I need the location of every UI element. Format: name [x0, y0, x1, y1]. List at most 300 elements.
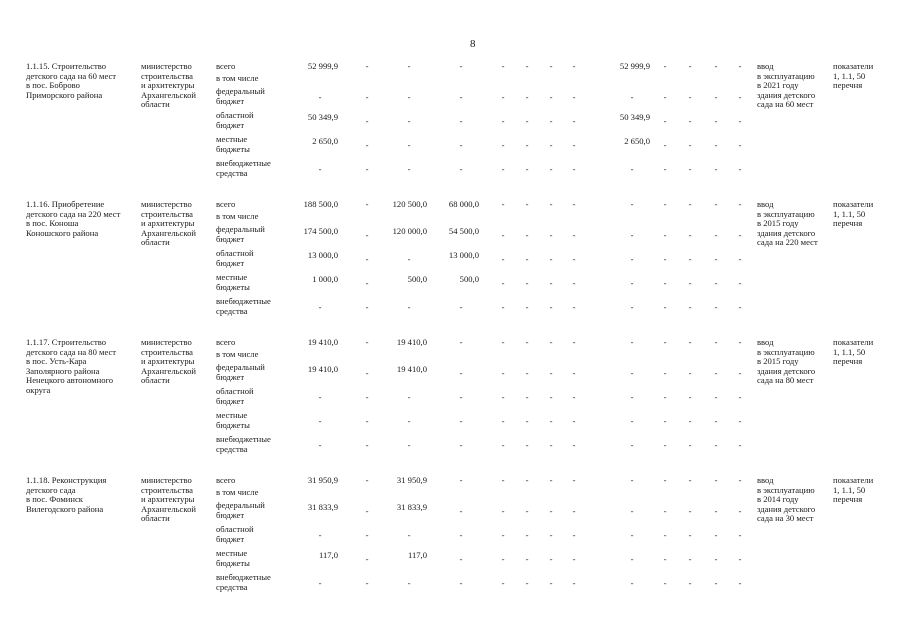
funding-source: федеральный бюджет	[216, 362, 265, 382]
empty-value: -	[501, 230, 505, 240]
empty-value: -	[663, 440, 667, 450]
empty-value: -	[549, 368, 553, 378]
empty-value: -	[549, 302, 553, 312]
amount-value: 52 999,9	[619, 61, 650, 71]
empty-value: -	[365, 475, 369, 485]
empty-value: -	[663, 578, 667, 588]
empty-value: -	[738, 578, 742, 588]
empty-value: -	[407, 578, 411, 588]
funding-source: местные бюджеты	[216, 272, 250, 292]
empty-value: -	[365, 164, 369, 174]
empty-value: -	[714, 254, 718, 264]
empty-value: -	[459, 578, 463, 588]
empty-value: -	[549, 278, 553, 288]
empty-value: -	[525, 506, 529, 516]
expected-result: ввод в эксплуатацию в 2021 году здания детского сада на 60 мест	[757, 61, 816, 110]
expected-result: ввод в эксплуатацию в 2015 году здания детского сада на 80 мест	[757, 337, 816, 386]
empty-value: -	[549, 230, 553, 240]
empty-value: -	[738, 116, 742, 126]
empty-value: -	[459, 530, 463, 540]
indicator-ref: показатели 1, 1.1, 50 перечня	[833, 61, 874, 91]
empty-value: -	[663, 368, 667, 378]
empty-value: -	[572, 392, 576, 402]
empty-value: -	[630, 199, 634, 209]
empty-value: -	[688, 199, 692, 209]
empty-value: -	[459, 440, 463, 450]
empty-value: -	[318, 530, 322, 540]
amount-value: 19 410,0	[396, 337, 427, 347]
amount-value: 52 999,9	[307, 61, 338, 71]
empty-value: -	[525, 368, 529, 378]
empty-value: -	[738, 140, 742, 150]
empty-value: -	[688, 475, 692, 485]
empty-value: -	[459, 475, 463, 485]
empty-value: -	[714, 230, 718, 240]
empty-value: -	[525, 278, 529, 288]
empty-value: -	[663, 416, 667, 426]
funding-source: федеральный бюджет	[216, 500, 265, 520]
empty-value: -	[630, 416, 634, 426]
empty-value: -	[549, 199, 553, 209]
empty-value: -	[663, 254, 667, 264]
funding-source: областной бюджет	[216, 386, 254, 406]
empty-value: -	[525, 254, 529, 264]
empty-value: -	[549, 164, 553, 174]
empty-value: -	[714, 302, 718, 312]
empty-value: -	[525, 530, 529, 540]
empty-value: -	[714, 368, 718, 378]
empty-value: -	[501, 440, 505, 450]
empty-value: -	[549, 440, 553, 450]
empty-value: -	[365, 392, 369, 402]
empty-value: -	[572, 368, 576, 378]
empty-value: -	[459, 506, 463, 516]
empty-value: -	[714, 392, 718, 402]
amount-value: 13 000,0	[448, 250, 479, 260]
empty-value: -	[688, 440, 692, 450]
funding-source: областной бюджет	[216, 248, 254, 268]
empty-value: -	[572, 140, 576, 150]
funding-source: областной бюджет	[216, 524, 254, 544]
empty-value: -	[688, 164, 692, 174]
amount-value: 50 349,9	[619, 112, 650, 122]
empty-value: -	[572, 530, 576, 540]
empty-value: -	[572, 164, 576, 174]
empty-value: -	[738, 530, 742, 540]
empty-value: -	[501, 368, 505, 378]
empty-value: -	[501, 61, 505, 71]
indicator-ref: показатели 1, 1.1, 50 перечня	[833, 337, 874, 367]
empty-value: -	[365, 554, 369, 564]
empty-value: -	[714, 506, 718, 516]
empty-value: -	[407, 416, 411, 426]
empty-value: -	[714, 116, 718, 126]
empty-value: -	[459, 554, 463, 564]
empty-value: -	[549, 530, 553, 540]
empty-value: -	[365, 278, 369, 288]
empty-value: -	[318, 440, 322, 450]
empty-value: -	[318, 578, 322, 588]
empty-value: -	[714, 578, 718, 588]
empty-value: -	[525, 92, 529, 102]
empty-value: -	[501, 578, 505, 588]
amount-value: 117,0	[407, 550, 427, 560]
empty-value: -	[630, 554, 634, 564]
empty-value: -	[318, 302, 322, 312]
empty-value: -	[572, 116, 576, 126]
empty-value: -	[688, 337, 692, 347]
empty-value: -	[688, 506, 692, 516]
empty-value: -	[407, 392, 411, 402]
empty-value: -	[365, 140, 369, 150]
empty-value: -	[663, 554, 667, 564]
empty-value: -	[525, 302, 529, 312]
empty-value: -	[525, 199, 529, 209]
empty-value: -	[688, 61, 692, 71]
empty-value: -	[738, 92, 742, 102]
empty-value: -	[501, 392, 505, 402]
empty-value: -	[318, 392, 322, 402]
executor: министерство строительства и архитектуры Архангельской области	[141, 475, 196, 524]
amount-value: 120 500,0	[392, 199, 427, 209]
empty-value: -	[688, 92, 692, 102]
empty-value: -	[688, 302, 692, 312]
amount-value: 54 500,0	[448, 226, 479, 236]
empty-value: -	[738, 61, 742, 71]
empty-value: -	[714, 92, 718, 102]
empty-value: -	[688, 116, 692, 126]
amount-value: 174 500,0	[303, 226, 338, 236]
empty-value: -	[549, 392, 553, 402]
amount-value: 31 950,9	[307, 475, 338, 485]
empty-value: -	[525, 140, 529, 150]
empty-value: -	[572, 61, 576, 71]
funding-source: в том числе	[216, 349, 259, 359]
empty-value: -	[630, 368, 634, 378]
empty-value: -	[630, 506, 634, 516]
empty-value: -	[501, 506, 505, 516]
empty-value: -	[738, 392, 742, 402]
page-number: 8	[470, 38, 476, 50]
empty-value: -	[688, 140, 692, 150]
measure-name: 1.1.18. Реконструкция детского сада в пос. Фоминск Вилегодского района	[26, 475, 107, 514]
funding-source: всего	[216, 199, 236, 209]
empty-value: -	[630, 530, 634, 540]
measure-name: 1.1.17. Строительство детского сада на 80 мест в пос. Усть-Кара Заполярного района Ненецкого автономного округа	[26, 337, 117, 395]
empty-value: -	[407, 164, 411, 174]
empty-value: -	[501, 530, 505, 540]
empty-value: -	[365, 578, 369, 588]
empty-value: -	[714, 530, 718, 540]
empty-value: -	[549, 554, 553, 564]
empty-value: -	[407, 92, 411, 102]
empty-value: -	[407, 254, 411, 264]
empty-value: -	[365, 116, 369, 126]
executor: министерство строительства и архитектуры Архангельской области	[141, 199, 196, 248]
empty-value: -	[459, 164, 463, 174]
empty-value: -	[459, 92, 463, 102]
empty-value: -	[365, 61, 369, 71]
empty-value: -	[688, 530, 692, 540]
empty-value: -	[365, 368, 369, 378]
empty-value: -	[738, 368, 742, 378]
empty-value: -	[738, 506, 742, 516]
expected-result: ввод в эксплуатацию в 2015 году здания детского сада на 220 мест	[757, 199, 818, 248]
amount-value: 188 500,0	[303, 199, 338, 209]
empty-value: -	[525, 554, 529, 564]
empty-value: -	[688, 554, 692, 564]
empty-value: -	[365, 92, 369, 102]
funding-source: внебюджетные средства	[216, 296, 271, 316]
empty-value: -	[318, 164, 322, 174]
empty-value: -	[714, 140, 718, 150]
empty-value: -	[688, 578, 692, 588]
funding-source: внебюджетные средства	[216, 158, 271, 178]
funding-source: всего	[216, 475, 236, 485]
empty-value: -	[663, 116, 667, 126]
empty-value: -	[407, 302, 411, 312]
indicator-ref: показатели 1, 1.1, 50 перечня	[833, 475, 874, 505]
empty-value: -	[459, 140, 463, 150]
empty-value: -	[738, 302, 742, 312]
empty-value: -	[688, 392, 692, 402]
empty-value: -	[501, 199, 505, 209]
funding-source: местные бюджеты	[216, 548, 250, 568]
empty-value: -	[738, 440, 742, 450]
amount-value: 19 410,0	[307, 337, 338, 347]
funding-source: местные бюджеты	[216, 134, 250, 154]
empty-value: -	[630, 230, 634, 240]
empty-value: -	[630, 164, 634, 174]
empty-value: -	[630, 440, 634, 450]
empty-value: -	[318, 416, 322, 426]
empty-value: -	[572, 278, 576, 288]
empty-value: -	[501, 92, 505, 102]
empty-value: -	[714, 61, 718, 71]
empty-value: -	[663, 92, 667, 102]
empty-value: -	[407, 530, 411, 540]
empty-value: -	[365, 302, 369, 312]
empty-value: -	[688, 230, 692, 240]
empty-value: -	[459, 116, 463, 126]
funding-source: внебюджетные средства	[216, 434, 271, 454]
empty-value: -	[572, 302, 576, 312]
empty-value: -	[714, 337, 718, 347]
amount-value: 31 950,9	[396, 475, 427, 485]
amount-value: 2 650,0	[624, 136, 650, 146]
empty-value: -	[501, 337, 505, 347]
empty-value: -	[549, 140, 553, 150]
empty-value: -	[525, 392, 529, 402]
empty-value: -	[525, 230, 529, 240]
empty-value: -	[663, 475, 667, 485]
empty-value: -	[630, 392, 634, 402]
empty-value: -	[663, 278, 667, 288]
empty-value: -	[549, 416, 553, 426]
empty-value: -	[407, 140, 411, 150]
empty-value: -	[738, 416, 742, 426]
amount-value: 117,0	[318, 550, 338, 560]
empty-value: -	[688, 368, 692, 378]
empty-value: -	[459, 368, 463, 378]
funding-source: федеральный бюджет	[216, 86, 265, 106]
empty-value: -	[663, 199, 667, 209]
empty-value: -	[365, 337, 369, 347]
empty-value: -	[572, 578, 576, 588]
amount-value: 19 410,0	[307, 364, 338, 374]
empty-value: -	[365, 530, 369, 540]
empty-value: -	[572, 475, 576, 485]
empty-value: -	[459, 302, 463, 312]
funding-source: всего	[216, 337, 236, 347]
funding-source: в том числе	[216, 211, 259, 221]
empty-value: -	[318, 92, 322, 102]
empty-value: -	[525, 337, 529, 347]
empty-value: -	[365, 230, 369, 240]
empty-value: -	[501, 254, 505, 264]
empty-value: -	[549, 254, 553, 264]
amount-value: 13 000,0	[307, 250, 338, 260]
funding-source: федеральный бюджет	[216, 224, 265, 244]
amount-value: 19 410,0	[396, 364, 427, 374]
empty-value: -	[630, 475, 634, 485]
empty-value: -	[663, 164, 667, 174]
empty-value: -	[714, 440, 718, 450]
measure-name: 1.1.16. Приобретение детского сада на 220 мест в пос. Коноша Коношского района	[26, 199, 121, 238]
empty-value: -	[525, 440, 529, 450]
empty-value: -	[688, 416, 692, 426]
empty-value: -	[501, 475, 505, 485]
empty-value: -	[714, 554, 718, 564]
empty-value: -	[572, 337, 576, 347]
empty-value: -	[407, 440, 411, 450]
funding-source: в том числе	[216, 487, 259, 497]
empty-value: -	[572, 199, 576, 209]
empty-value: -	[663, 392, 667, 402]
measure-name: 1.1.15. Строительство детского сада на 60 мест в пос. Боброво Приморского района	[26, 61, 117, 100]
empty-value: -	[572, 230, 576, 240]
funding-source: в том числе	[216, 73, 259, 83]
empty-value: -	[630, 254, 634, 264]
empty-value: -	[572, 92, 576, 102]
empty-value: -	[459, 416, 463, 426]
empty-value: -	[525, 164, 529, 174]
expected-result: ввод в эксплуатацию в 2014 году здания детского сада на 30 мест	[757, 475, 816, 524]
empty-value: -	[407, 116, 411, 126]
empty-value: -	[738, 278, 742, 288]
empty-value: -	[663, 230, 667, 240]
empty-value: -	[663, 506, 667, 516]
executor: министерство строительства и архитектуры Архангельской области	[141, 61, 196, 110]
empty-value: -	[501, 140, 505, 150]
empty-value: -	[572, 440, 576, 450]
empty-value: -	[525, 116, 529, 126]
empty-value: -	[663, 337, 667, 347]
empty-value: -	[738, 337, 742, 347]
empty-value: -	[407, 61, 411, 71]
empty-value: -	[549, 506, 553, 516]
amount-value: 31 833,9	[307, 502, 338, 512]
empty-value: -	[501, 164, 505, 174]
empty-value: -	[688, 278, 692, 288]
funding-source: областной бюджет	[216, 110, 254, 130]
empty-value: -	[630, 302, 634, 312]
funding-source: всего	[216, 61, 236, 71]
empty-value: -	[549, 116, 553, 126]
amount-value: 2 650,0	[312, 136, 338, 146]
empty-value: -	[525, 61, 529, 71]
empty-value: -	[714, 164, 718, 174]
executor: министерство строительства и архитектуры Архангельской области	[141, 337, 196, 386]
empty-value: -	[365, 506, 369, 516]
empty-value: -	[714, 416, 718, 426]
empty-value: -	[630, 578, 634, 588]
indicator-ref: показатели 1, 1.1, 50 перечня	[833, 199, 874, 229]
empty-value: -	[501, 116, 505, 126]
empty-value: -	[549, 92, 553, 102]
empty-value: -	[525, 475, 529, 485]
empty-value: -	[688, 254, 692, 264]
empty-value: -	[525, 416, 529, 426]
empty-value: -	[738, 554, 742, 564]
empty-value: -	[365, 440, 369, 450]
empty-value: -	[738, 475, 742, 485]
empty-value: -	[459, 61, 463, 71]
empty-value: -	[663, 140, 667, 150]
empty-value: -	[501, 554, 505, 564]
empty-value: -	[663, 61, 667, 71]
amount-value: 50 349,9	[307, 112, 338, 122]
funding-source: местные бюджеты	[216, 410, 250, 430]
empty-value: -	[549, 61, 553, 71]
empty-value: -	[714, 278, 718, 288]
empty-value: -	[549, 475, 553, 485]
empty-value: -	[459, 337, 463, 347]
empty-value: -	[572, 416, 576, 426]
empty-value: -	[663, 302, 667, 312]
empty-value: -	[365, 254, 369, 264]
empty-value: -	[663, 530, 667, 540]
empty-value: -	[738, 254, 742, 264]
empty-value: -	[501, 302, 505, 312]
empty-value: -	[738, 199, 742, 209]
amount-value: 31 833,9	[396, 502, 427, 512]
empty-value: -	[549, 337, 553, 347]
empty-value: -	[525, 578, 529, 588]
empty-value: -	[738, 164, 742, 174]
amount-value: 1 000,0	[312, 274, 338, 284]
empty-value: -	[365, 199, 369, 209]
amount-value: 68 000,0	[448, 199, 479, 209]
empty-value: -	[549, 578, 553, 588]
empty-value: -	[365, 416, 369, 426]
empty-value: -	[630, 278, 634, 288]
empty-value: -	[714, 475, 718, 485]
empty-value: -	[501, 416, 505, 426]
empty-value: -	[714, 199, 718, 209]
empty-value: -	[572, 554, 576, 564]
empty-value: -	[459, 392, 463, 402]
funding-source: внебюджетные средства	[216, 572, 271, 592]
amount-value: 500,0	[459, 274, 479, 284]
empty-value: -	[572, 254, 576, 264]
empty-value: -	[501, 278, 505, 288]
empty-value: -	[572, 506, 576, 516]
amount-value: 120 000,0	[392, 226, 427, 236]
empty-value: -	[738, 230, 742, 240]
amount-value: 500,0	[407, 274, 427, 284]
empty-value: -	[630, 92, 634, 102]
